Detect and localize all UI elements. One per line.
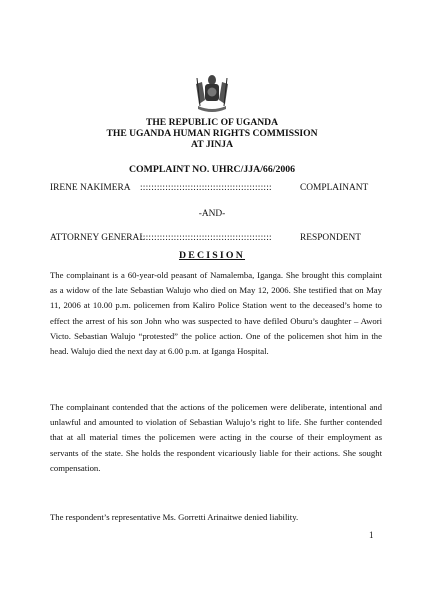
decision-heading: DECISION (178, 250, 246, 261)
header-republic: THE REPUBLIC OF UGANDA (145, 117, 279, 128)
and-separator: -AND- (198, 209, 226, 219)
header-commission: THE UGANDA HUMAN RIGHTS COMMISSION (106, 128, 318, 139)
respondent-role: RESPONDENT (300, 233, 361, 243)
paragraph-1: The complainant is a 60-year-old peasant of Namalemba, Iganga. She brought this complaint as a widow of the late Sebastian Walujo who died on May 12, 2006. She testified that on May 11, 2006 at 10.00 p.m. policemen from Kaliro Police Station went to the deceased’s home to effect the arrest of his son John who was suspected to have defiled Oburu’s daughter – Awori Victo. Sebastian Walujo “protested” the police action. One of the policemen shot him in the head. Walujo died the next day at 6.00 p.m. at Iganga Hospital. (50, 270, 382, 357)
paragraph-2: The complainant contended that the actions of the policemen were deliberate, intentional and unlawful and amounted to violation of Sebastian Walujo’s right to life. She further contended that at all material times the policemen were acting in the course of their employment as servants of the state. She holds the respondent vicariously liable for their actions. She sought compensation. (50, 402, 382, 473)
header-location: AT JINJA (190, 139, 234, 150)
complainant-leader-dots: ::::::::::::::::::::::::::::::::::::::::::::::: (140, 183, 272, 193)
respondent-leader-dots: ::::::::::::::::::::::::::::::::::::::::::::::: (140, 233, 272, 243)
complaint-number: COMPLAINT NO. UHRC/JJA/66/2006 (128, 164, 296, 175)
coat-of-arms-emblem (190, 72, 234, 116)
respondent-name: ATTORNEY GENERAL (50, 233, 146, 243)
paragraph-3: The respondent’s representative Ms. Gorretti Arinaitwe denied liability. (50, 512, 299, 522)
page-number: 1 (369, 530, 374, 540)
complainant-role: COMPLAINANT (300, 183, 369, 193)
complainant-name: IRENE NAKIMERA (50, 183, 131, 193)
